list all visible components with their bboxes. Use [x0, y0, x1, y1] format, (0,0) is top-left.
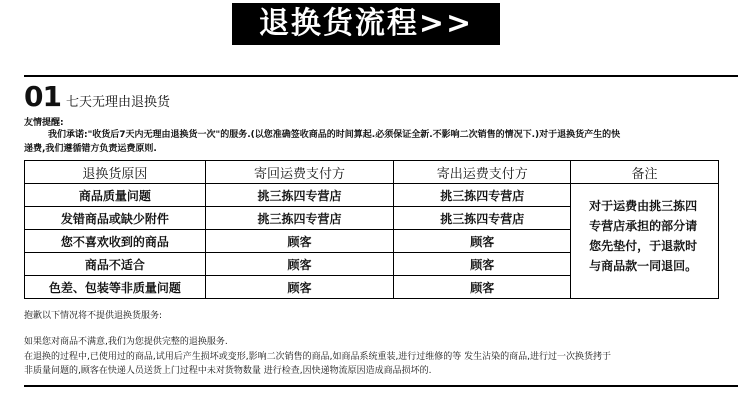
header-send-payer: 寄出运费支付方 [394, 161, 571, 184]
exceptions-title: 抱歉以下情况将不提供退换货服务: [24, 311, 163, 321]
return-policy-table [24, 160, 719, 299]
header-reason: 退换货原因 [25, 161, 206, 184]
footer-divider [24, 385, 738, 387]
reason-cell: 色差、包装等非质量问题 [25, 276, 206, 299]
return-payer-cell: 挑三拣四专营店 [205, 207, 394, 230]
header-note: 备注 [571, 161, 719, 184]
table-header-row [25, 161, 719, 184]
reason-cell: 商品质量问题 [25, 184, 206, 207]
section-number: 01 [24, 80, 61, 113]
return-payer-cell: 顾客 [205, 230, 394, 253]
send-payer-cell: 顾客 [394, 230, 571, 253]
note-cell: 对于运费由挑三拣四专营店承担的部分请您先垫付，于退款时与商品款一同退回。 [571, 184, 719, 299]
header-return-payer: 寄回运费支付方 [205, 161, 394, 184]
notice-title: 友情提醒: [24, 118, 64, 128]
send-payer-cell: 挑三拣四专营店 [394, 184, 571, 207]
section-title: 七天无理由退换货 [66, 95, 171, 110]
return-payer-cell: 顾客 [205, 253, 394, 276]
notice-text-line2: 递费,我们遵循错方负责运费原则. [24, 144, 157, 154]
reason-cell: 发错商品或缺少附件 [25, 207, 206, 230]
return-payer-cell: 挑三拣四专营店 [205, 184, 394, 207]
send-payer-cell: 挑三拣四专营店 [394, 207, 571, 230]
exceptions-text-line1: 如果您对商品不满意,我们为您提供完整的退换服务. [24, 337, 228, 347]
exceptions-text-line3: 非质量问题的,顾客在快递人员送货上门过程中未对货物数量 进行检查,因快递物流原因造成商品损坏的. [24, 366, 432, 376]
section-divider [24, 75, 738, 77]
reason-cell: 商品不适合 [25, 253, 206, 276]
exceptions-text-line2: 在退换的过程中,已使用过的商品,试用后产生损坏或变形,影响二次销售的商品,如商品系统重装,进行过维修的等 发生沾染的商品,进行过一次换货拷于 [24, 352, 612, 362]
return-payer-cell: 顾客 [205, 276, 394, 299]
send-payer-cell: 顾客 [394, 276, 571, 299]
page-banner: 退换货流程>> [232, 3, 500, 45]
notice-text-line1: 我们承诺:"收货后7天内无理由退换货一次"的服务.(以您准确签收商品的时间算起.必须保证全新.不影响二次销售的情况下.)对于退换货产生的快 [48, 130, 621, 140]
table-row [25, 184, 719, 207]
send-payer-cell: 顾客 [394, 253, 571, 276]
reason-cell: 您不喜欢收到的商品 [25, 230, 206, 253]
